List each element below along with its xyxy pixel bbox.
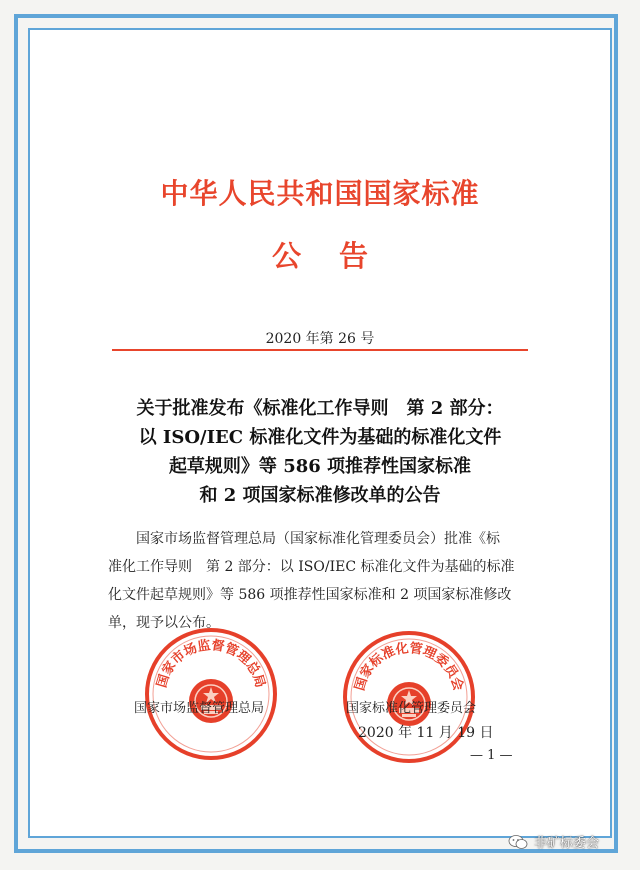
body-line: 单，现予以公布。 <box>108 615 220 631</box>
subject-line: 关于批准发布《标准化工作导则 第 2 部分： <box>136 398 504 419</box>
subject-line: 和 2 项国家标准修改单的公告 <box>199 485 441 506</box>
watermark <box>508 832 599 851</box>
subject-line: 以 ISO/IEC 标准化文件为基础的标准化文件 <box>138 427 502 448</box>
wechat-icon <box>508 834 528 850</box>
body-line: 准化工作导则 第 2 部分：以 ISO/IEC 标准化文件为基础的标准 <box>108 559 515 575</box>
body-paragraph <box>108 525 538 637</box>
subject-heading <box>80 394 560 510</box>
seal-right-text: 国家标准化管理委员会 <box>352 641 466 693</box>
body-line: 化文件起草规则》等 586 项推荐性国家标准和 2 项国家标准修改 <box>108 587 512 603</box>
watermark-label: 非矿标委会 <box>534 836 600 851</box>
announcement-word: 公告 <box>271 239 406 273</box>
page-title: 中华人民共和国国家标准 <box>160 177 480 210</box>
official-seal-left <box>142 625 280 763</box>
subject-line: 起草规则》等 586 项推荐性国家标准 <box>168 456 472 477</box>
issuer-left: 国家市场监督管理总局 <box>134 701 265 716</box>
body-line: 国家市场监督管理总局（国家标准化管理委员会）批准《标 <box>136 531 500 547</box>
page-number: — 1 — <box>470 748 513 763</box>
seal-left-text: 国家市场监督管理总局 <box>154 638 268 690</box>
issue-number: 2020 年第 26 号 <box>265 331 375 347</box>
issue-date: 2020 年 11 月 19 日 <box>358 725 494 741</box>
issuer-right: 国家标准化管理委员会 <box>346 701 477 716</box>
red-divider <box>112 349 528 351</box>
